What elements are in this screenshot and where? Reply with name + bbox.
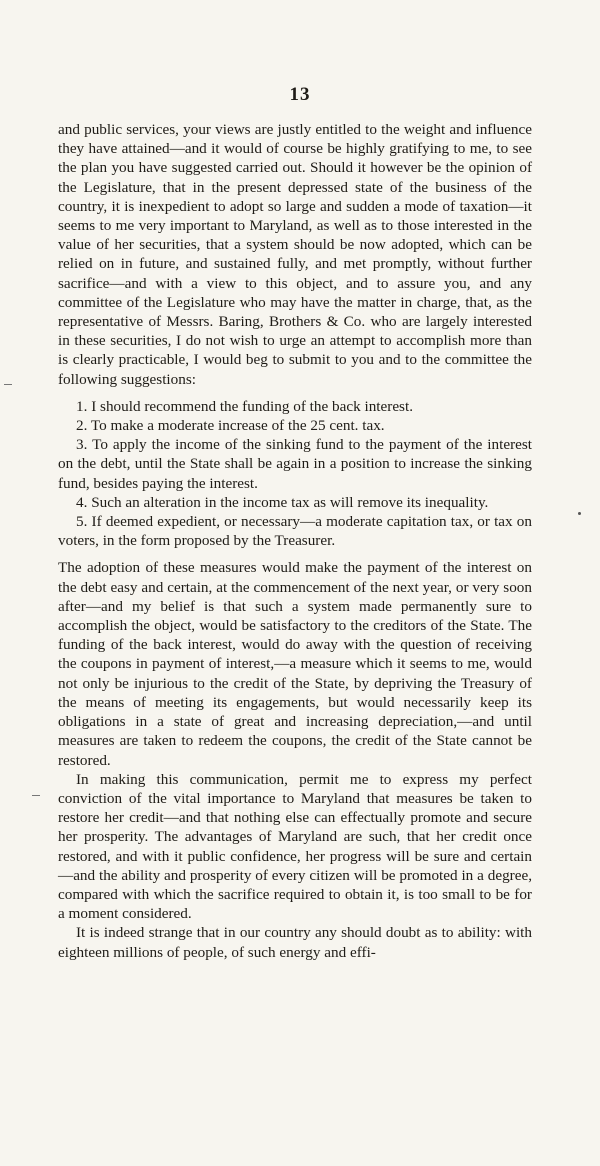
suggestion-2: 2. To make a moderate increase of the 25 cent. tax. (76, 417, 385, 435)
suggestion-3: 3. To apply the income of the sinking fund to the payment of the interest on the debt, until the State shall be again in a position to increase the sinking fund, besides paying the interest. (58, 436, 532, 492)
margin-mark (32, 795, 40, 796)
spacer (58, 550, 532, 558)
suggestion-4: 4. Such an alteration in the income tax as will remove its inequality. (76, 493, 489, 511)
margin-mark (4, 384, 12, 385)
suggestion-5: 5. If deemed expedient, or necessary—a moderate capitation tax, or tax on voters, in the form proposed by the Treasurer. (58, 513, 532, 550)
paragraph-1: and public services, your views are justly entitled to the weight and influence they have attained—and it would of course be highly gratifying to me, to see the plan you have suggested carried out. Should it however be the opinion of the Legislature, that in the present depressed state of the business of the country, it is inexpedient to adopt so large and sudden a mode of taxation—it seems to me very important to Maryland, as well as to those interested in the value of her securities, that a system should be now adopted, which can be relied on in future, and sustained fully, and met promptly, without further sacrifice—and with a view to this object, and to assure you, and any committee of the Legislature who may have the matter in charge, that, as the representative of Messrs. Baring, Brothers & Co. who are largely interested in these securities, I do not wish to urge an attempt to accomplish more than is clearly practicable, I would beg to submit to you and to the committee the following suggestions: (58, 121, 532, 388)
paragraph-3: In making this communication, permit me to express my perfect conviction of the vital importance to Maryland that measures be taken to restore her credit—and that nothing else can effectually promote and secure her prosperity. The advantages of Maryland are such, that her credit once restored, and with it public confidence, her progress will be sure and certain—and the ability and prosperity of every citizen will be promoted in a degree, compared with which the sacrifice required to obtain it, is too small to be for a moment considered. (58, 770, 532, 923)
page-number: 13 (289, 84, 311, 105)
ink-speck (578, 512, 581, 515)
paragraph-4: It is indeed strange that in our country any should doubt as to ability: with eighteen millions of people, of such energy and effi- (58, 924, 532, 961)
spacer (58, 389, 532, 397)
body-text (58, 120, 532, 962)
paragraph-2: The adoption of these measures would make the payment of the interest on the debt easy and certain, at the commencement of the next year, or very soon after—and my belief is that such a system made permanently sure to accomplish the object, would be satisfactory to the creditors of the State. The funding of the back interest, would do away with the question of receiving the coupons in payment of interest,—a measure which it seems to me, would not only be injurious to the credit of the State, by depriving the Treasury of the means of meeting its engagements, but would necessarily keep its obligations in a state of great and increasing depreciation,—and until measures are taken to redeem the coupons, the credit of the State cannot be restored. (58, 559, 532, 769)
suggestion-1: 1. I should recommend the funding of the back interest. (76, 397, 413, 415)
